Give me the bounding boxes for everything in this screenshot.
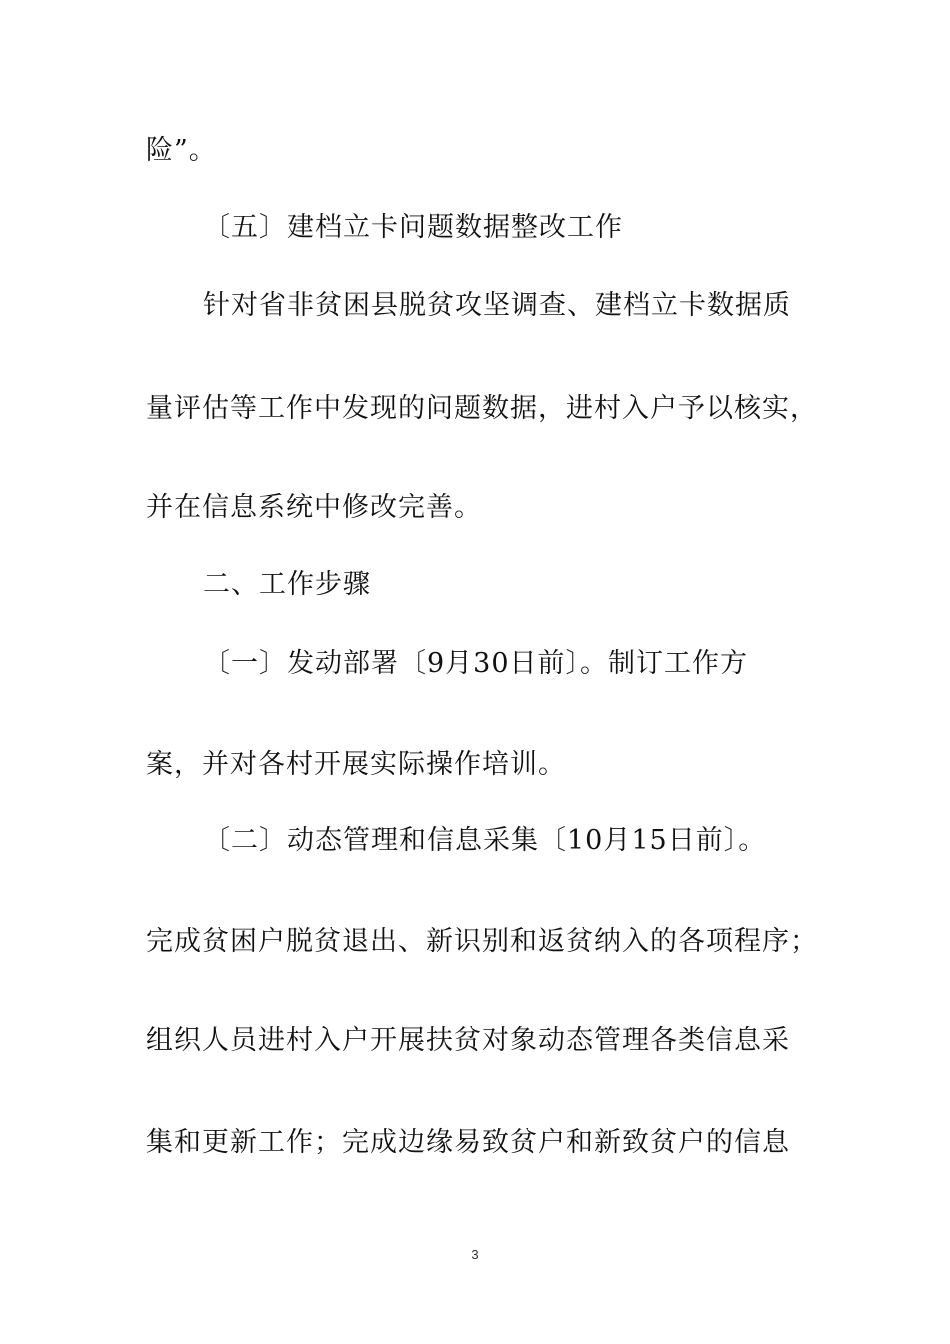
paragraph-line: 〔一〕发动部署〔9月30日前〕。制订工作方 [203,648,749,679]
paragraph-line: 完成贫困户脱贫退出、新识别和返贫纳入的各项程序； [146,926,818,957]
paragraph-line: 案，并对各村开展实际操作培训。 [146,749,566,780]
paragraph-line: 〔二〕动态管理和信息采集〔10月15日前〕。 [203,825,767,856]
paragraph-line: 量评估等工作中发现的问题数据，进村入户予以核实， [146,393,818,424]
page-number: 3 [471,1247,479,1262]
section-heading: 〔五〕建档立卡问题数据整改工作 [203,212,623,243]
paragraph-line: 集和更新工作；完成边缘易致贫户和新致贫户的信息 [146,1127,790,1158]
section-heading: 二、工作步骤 [203,569,371,600]
paragraph-line: 针对省非贫困县脱贫攻坚调查、建档立卡数据质 [203,290,791,321]
paragraph-line: 组织人员进村入户开展扶贫对象动态管理各类信息采 [146,1025,790,1056]
paragraph-line: 并在信息系统中修改完善。 [146,492,482,523]
paragraph-line: 险”。 [146,135,217,166]
